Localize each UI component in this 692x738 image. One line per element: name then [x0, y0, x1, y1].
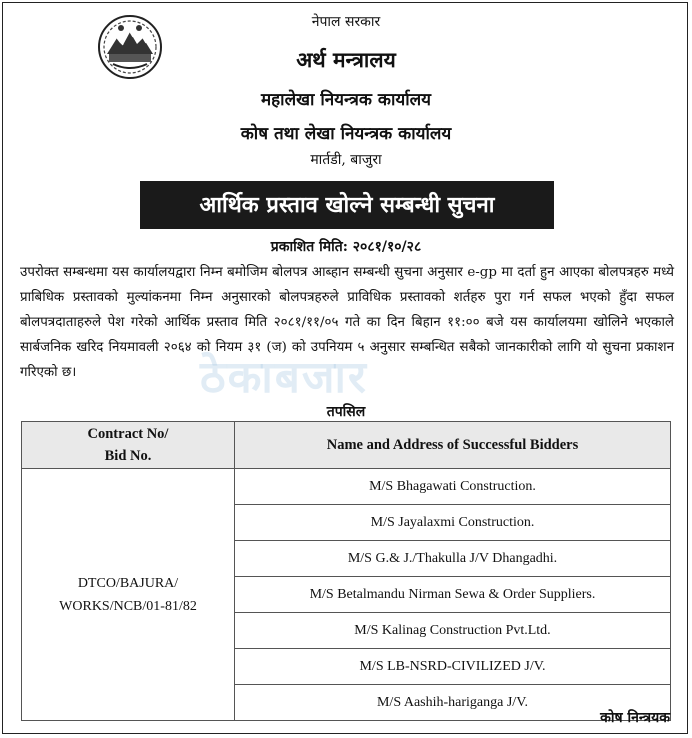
notice-body: उपरोक्त सम्बन्धमा यस कार्यालयद्वारा निम्न बमोजिम बोलपत्र आब्हान सम्बन्धी सुचना अनुसार e-gp मा दर्ता हुन आएका बोलपत्रहरु मध्ये प्राबिधिक प्रस्तावको मुल्यांकनमा निम्न अनुसारको बोलपत्रहरुले प्राविधिक प्रस्तावको शर्तहरु पुरा गर्न सफल भएको हुँदा सफल बोलपत्रदाताहरुले पेश गरेको आर्थिक प्रस्ताव मिति २०८१/११/०५ गते का दिन बिहान ११:०० बजे यस कार्यालयमा खोलिने भएकाले सार्बजनिक खरिद नियमावली २०६४ को नियम ३१ (ज) को उपनियम ५ अनुसार सम्बन्धित सबैको जानकारीको लागि यो सुचना प्रकाशन गरिएको छ।	[20, 265, 674, 380]
bidder-name: M/S LB-NSRD-CIVILIZED J/V.	[235, 649, 671, 685]
bidder-name: M/S G.& J./Thakulla J/V Dhangadhi.	[235, 541, 671, 577]
office-location: मार्तडी, बाजुरा	[310, 152, 382, 168]
notice-title: आर्थिक प्रस्ताव खोल्ने सम्बन्धी सुचना	[140, 181, 554, 229]
contract-column-header: Contract No/ Bid No.	[22, 422, 235, 469]
bidders-table	[21, 421, 671, 721]
published-date: प्रकाशित मिति: २०८१/१०/२८	[270, 239, 422, 255]
bidder-name: M/S Bhagawati Construction.	[235, 469, 671, 505]
table-row	[22, 469, 671, 505]
bidder-name: M/S Betalmandu Nirman Sewa & Order Suppliers.	[235, 577, 671, 613]
table-header-row	[22, 422, 671, 469]
bidder-name: M/S Jayalaxmi Construction.	[235, 505, 671, 541]
bidders-column-header: Name and Address of Successful Bidders	[235, 422, 671, 469]
bidder-name: M/S Kalinag Construction Pvt.Ltd.	[235, 613, 671, 649]
office-name: कोष तथा लेखा नियन्त्रक कार्यालय	[240, 124, 452, 144]
bidder-name: M/S Aashih-hariganga J/V.	[235, 685, 671, 721]
department-name: महालेखा नियन्त्रक कार्यालय	[260, 90, 432, 110]
watermark: ठेकाबजार	[200, 352, 368, 403]
ministry-name: अर्थ मन्त्रालय	[296, 47, 396, 72]
contract-number: DTCO/BAJURA/ WORKS/NCB/01-81/82	[22, 469, 235, 721]
signature: कोष निन्त्रयक	[600, 710, 670, 726]
section-heading: तपसिल	[326, 404, 366, 420]
government-name: नेपाल सरकार	[311, 14, 381, 30]
